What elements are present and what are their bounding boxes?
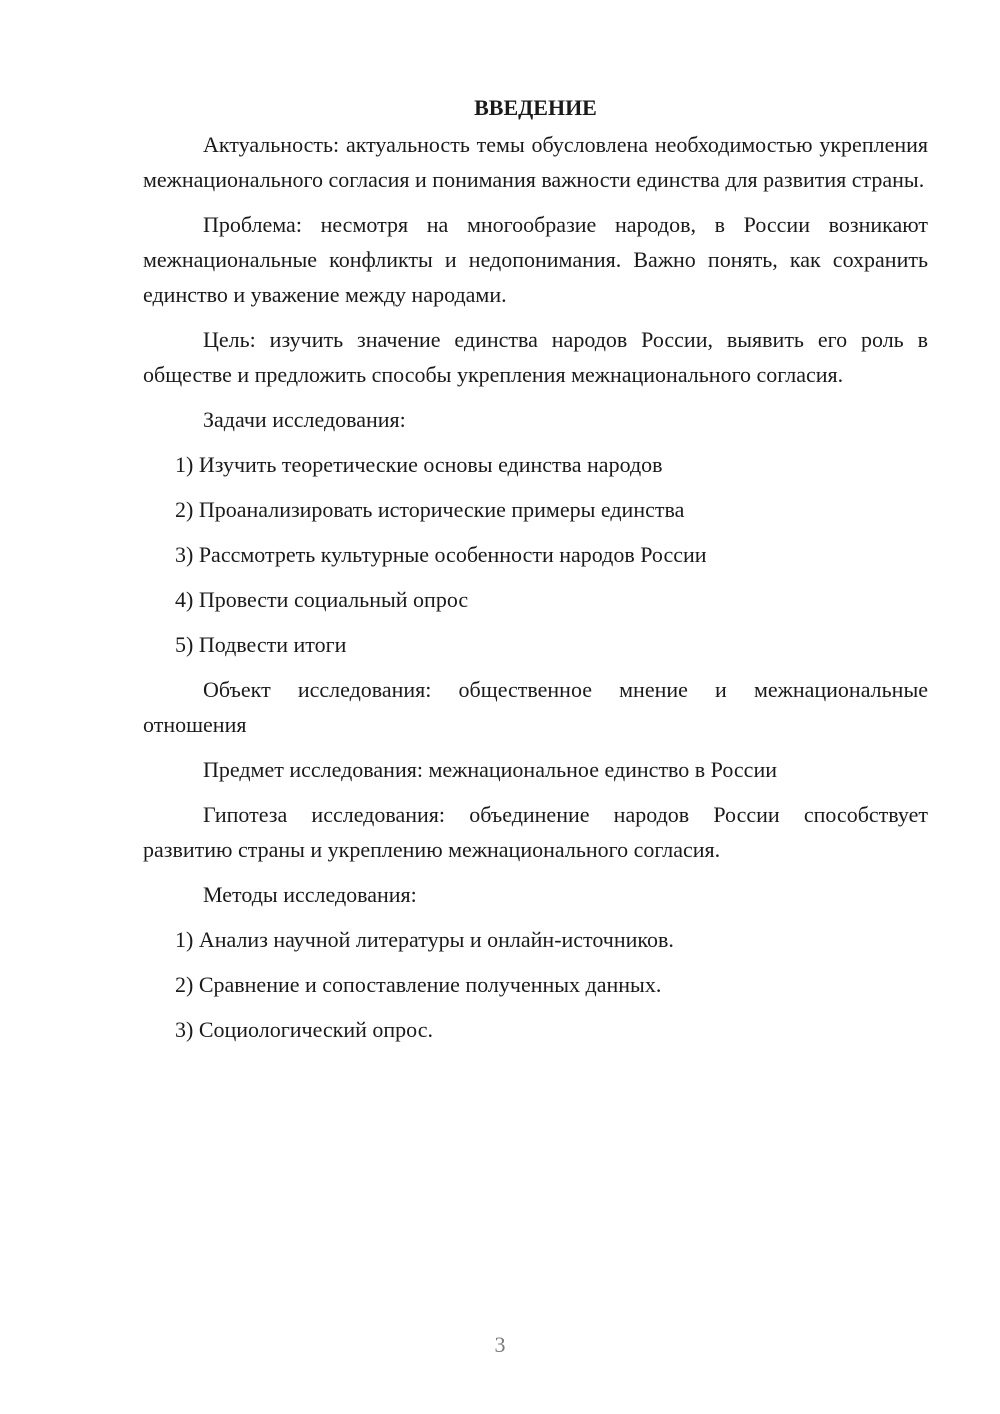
relevance-paragraph: Актуальность: актуальность темы обусловлена необходимостью укрепления межнационального согласия и понимания важности единства для развития страны. — [143, 132, 928, 192]
list-item: 3) Социологический опрос. — [175, 1017, 433, 1042]
goal-paragraph: Цель: изучить значение единства народов России, выявить его роль в обществе и предложить способы укрепления межнационального согласия. — [143, 327, 928, 387]
methods-heading: Методы исследования: — [203, 882, 417, 907]
object-paragraph: Объект исследования: общественное мнение и межнациональные отношения — [143, 677, 928, 737]
methods-list — [143, 922, 928, 1047]
tasks-list — [143, 447, 928, 662]
document-page — [143, 90, 928, 1057]
list-item: 1) Анализ научной литературы и онлайн-источников. — [175, 927, 674, 952]
list-item: 2) Сравнение и сопоставление полученных данных. — [175, 972, 662, 997]
hypothesis-paragraph: Гипотеза исследования: объединение народов России способствует развитию страны и укреплению межнационального согласия. — [143, 802, 928, 862]
list-item: 3) Рассмотреть культурные особенности народов России — [175, 542, 707, 567]
page-number: 3 — [494, 1332, 506, 1357]
problem-paragraph: Проблема: несмотря на многообразие народов, в России возникают межнациональные конфликты и недопонимания. Важно понять, как сохранить единство и уважение между народами. — [143, 212, 928, 307]
subject-paragraph: Предмет исследования: межнациональное единство в России — [203, 757, 777, 782]
list-item: 5) Подвести итоги — [175, 632, 347, 657]
list-item: 1) Изучить теоретические основы единства народов — [175, 452, 663, 477]
list-item: 4) Провести социальный опрос — [175, 587, 469, 612]
tasks-heading: Задачи исследования: — [203, 407, 406, 432]
section-title: ВВЕДЕНИЕ — [474, 95, 597, 120]
list-item: 2) Проанализировать исторические примеры единства — [175, 497, 685, 522]
